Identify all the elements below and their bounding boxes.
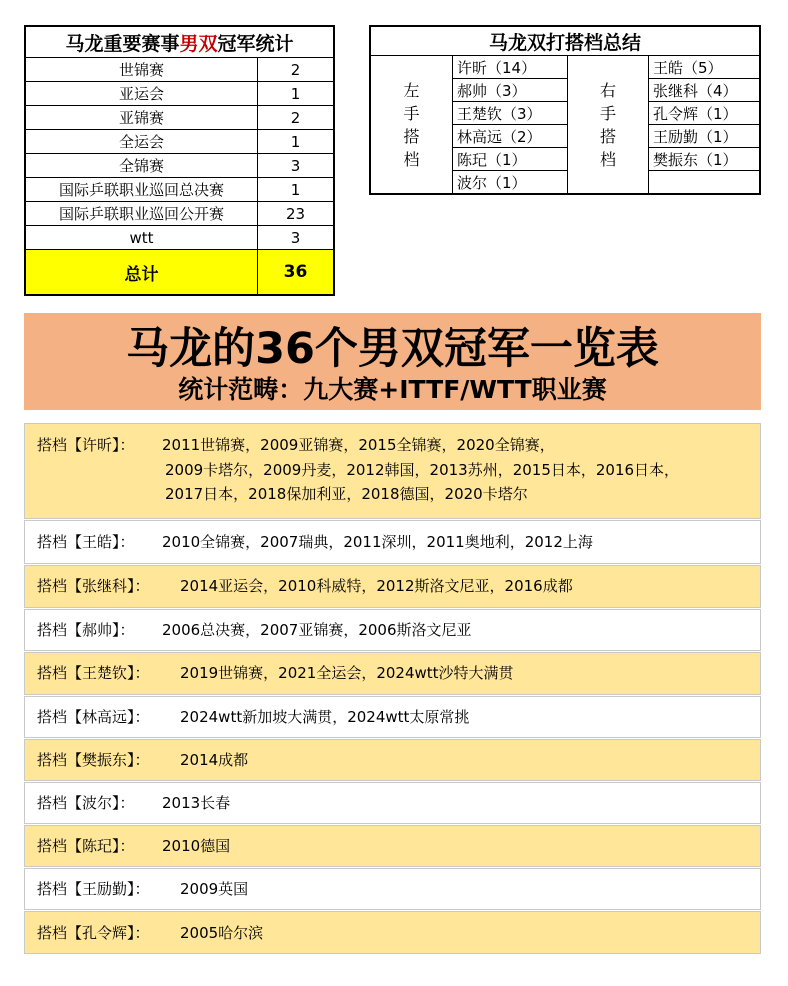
partner-titles: 2006总决赛，2007亚锦赛，2006斯洛文尼亚	[162, 621, 472, 639]
total-row	[26, 250, 333, 294]
left-partner-list	[453, 56, 568, 194]
event-name: 全运会	[26, 130, 258, 153]
partner-titles: 2009英国	[180, 880, 249, 898]
partner-titles: 2010德国	[162, 837, 231, 855]
table-row	[26, 82, 333, 106]
table-row	[26, 202, 333, 226]
banner-subtitle: 统计范畴：九大赛+ITTF/WTT职业赛	[178, 375, 607, 404]
partner-titles: 2005哈尔滨	[180, 924, 264, 942]
partner-cell: 许昕（14）	[453, 56, 567, 79]
list-item	[24, 520, 761, 564]
title-banner	[24, 313, 761, 410]
list-item	[24, 739, 761, 781]
doubles-titles-table	[24, 25, 335, 296]
partner-cell: 孔令辉（1）	[649, 102, 759, 125]
left-hand-label: 左 手 搭 档	[371, 56, 453, 194]
event-name: 全锦赛	[26, 154, 258, 177]
event-name: 国际乒联职业巡回公开赛	[26, 202, 258, 225]
list-item	[24, 825, 761, 867]
partner-titles: 2024wtt新加坡大满贯，2024wtt太原常挑	[180, 708, 470, 726]
event-count: 23	[285, 204, 306, 223]
right-hand-label: 右 手 搭 档	[568, 56, 649, 194]
event-count: 1	[290, 132, 301, 151]
right-partner-list	[649, 56, 759, 194]
event-count: 1	[290, 180, 301, 199]
partner-label: 搭档【许昕】：	[37, 436, 135, 454]
table-row	[26, 130, 333, 154]
partner-label: 搭档【王励勤】：	[37, 880, 150, 898]
partner-label: 搭档【林高远】：	[37, 708, 150, 726]
event-name: 世锦赛	[26, 58, 258, 81]
partner-titles: 2010全锦赛，2007瑞典，2011深圳，2011奥地利，2012上海	[162, 533, 593, 551]
partner-cell: 林高远（2）	[453, 125, 567, 148]
table-row	[26, 178, 333, 202]
event-name: 亚运会	[26, 82, 258, 105]
event-count: 2	[290, 108, 301, 127]
partner-titles: 2013长春	[162, 794, 231, 812]
event-count: 3	[290, 156, 301, 175]
doubles-titles-table-title: 马龙重要赛事 男双 冠军统计	[26, 27, 333, 58]
list-item	[24, 423, 761, 519]
event-name: wtt	[26, 226, 258, 249]
event-count: 3	[290, 228, 301, 247]
event-count: 2	[290, 60, 301, 79]
partner-label: 搭档【樊振东】：	[37, 751, 150, 769]
list-item	[24, 911, 761, 954]
list-item	[24, 652, 761, 695]
partner-cell: 张继科（4）	[649, 79, 759, 102]
table-row	[26, 154, 333, 178]
partner-cell: 樊振东（1）	[649, 148, 759, 171]
partner-cell: 王楚钦（3）	[453, 102, 567, 125]
partner-cell: 王皓（5）	[649, 56, 759, 79]
partner-titles: 2009卡塔尔，2009丹麦，2012韩国，2013苏州，2015日本，2016日本，	[165, 461, 680, 479]
list-item	[24, 696, 761, 738]
table-row	[26, 106, 333, 130]
table-row	[26, 58, 333, 82]
partner-summary-table	[369, 25, 761, 195]
partner-cell: 王励勤（1）	[649, 125, 759, 148]
partner-cell: 陈玘（1）	[453, 148, 567, 171]
event-name: 国际乒联职业巡回总决赛	[26, 178, 258, 201]
partner-titles: 2019世锦赛，2021全运会，2024wtt沙特大满贯	[180, 664, 514, 682]
partner-label: 搭档【王皓】：	[37, 533, 135, 551]
title-highlight: 男双	[179, 32, 218, 55]
partner-titles: 2011世锦赛，2009亚锦赛，2015全锦赛，2020全锦赛，	[162, 436, 555, 454]
partner-titles: 2014亚运会，2010科威特，2012斯洛文尼亚，2016成都	[180, 577, 573, 595]
partner-summary-title: 马龙双打搭档总结	[371, 27, 759, 56]
partner-label: 搭档【孔令辉】：	[37, 924, 150, 942]
partner-label: 搭档【郝帅】：	[37, 621, 135, 639]
banner-title: 马龙的36个男双冠军一览表	[126, 324, 659, 374]
list-item	[24, 868, 761, 910]
partner-label: 搭档【波尔】：	[37, 794, 135, 812]
list-item	[24, 565, 761, 608]
total-value: 36	[283, 262, 308, 282]
partner-cell: 波尔（1）	[457, 174, 527, 192]
list-item	[24, 609, 761, 651]
list-item	[24, 782, 761, 824]
partner-cell	[649, 171, 759, 194]
event-count: 1	[290, 84, 301, 103]
partner-titles: 2014成都	[180, 751, 249, 769]
partner-summary-body	[371, 56, 759, 194]
table-row	[26, 226, 333, 250]
partner-titles: 2017日本，2018保加利亚，2018德国，2020卡塔尔	[165, 485, 528, 503]
partner-label: 搭档【王楚钦】：	[37, 664, 150, 682]
total-label: 总计	[26, 250, 258, 294]
event-name: 亚锦赛	[26, 106, 258, 129]
partner-label: 搭档【张继科】：	[37, 577, 150, 595]
partner-cell: 郝帅（3）	[453, 79, 567, 102]
partner-label: 搭档【陈玘】：	[37, 837, 135, 855]
